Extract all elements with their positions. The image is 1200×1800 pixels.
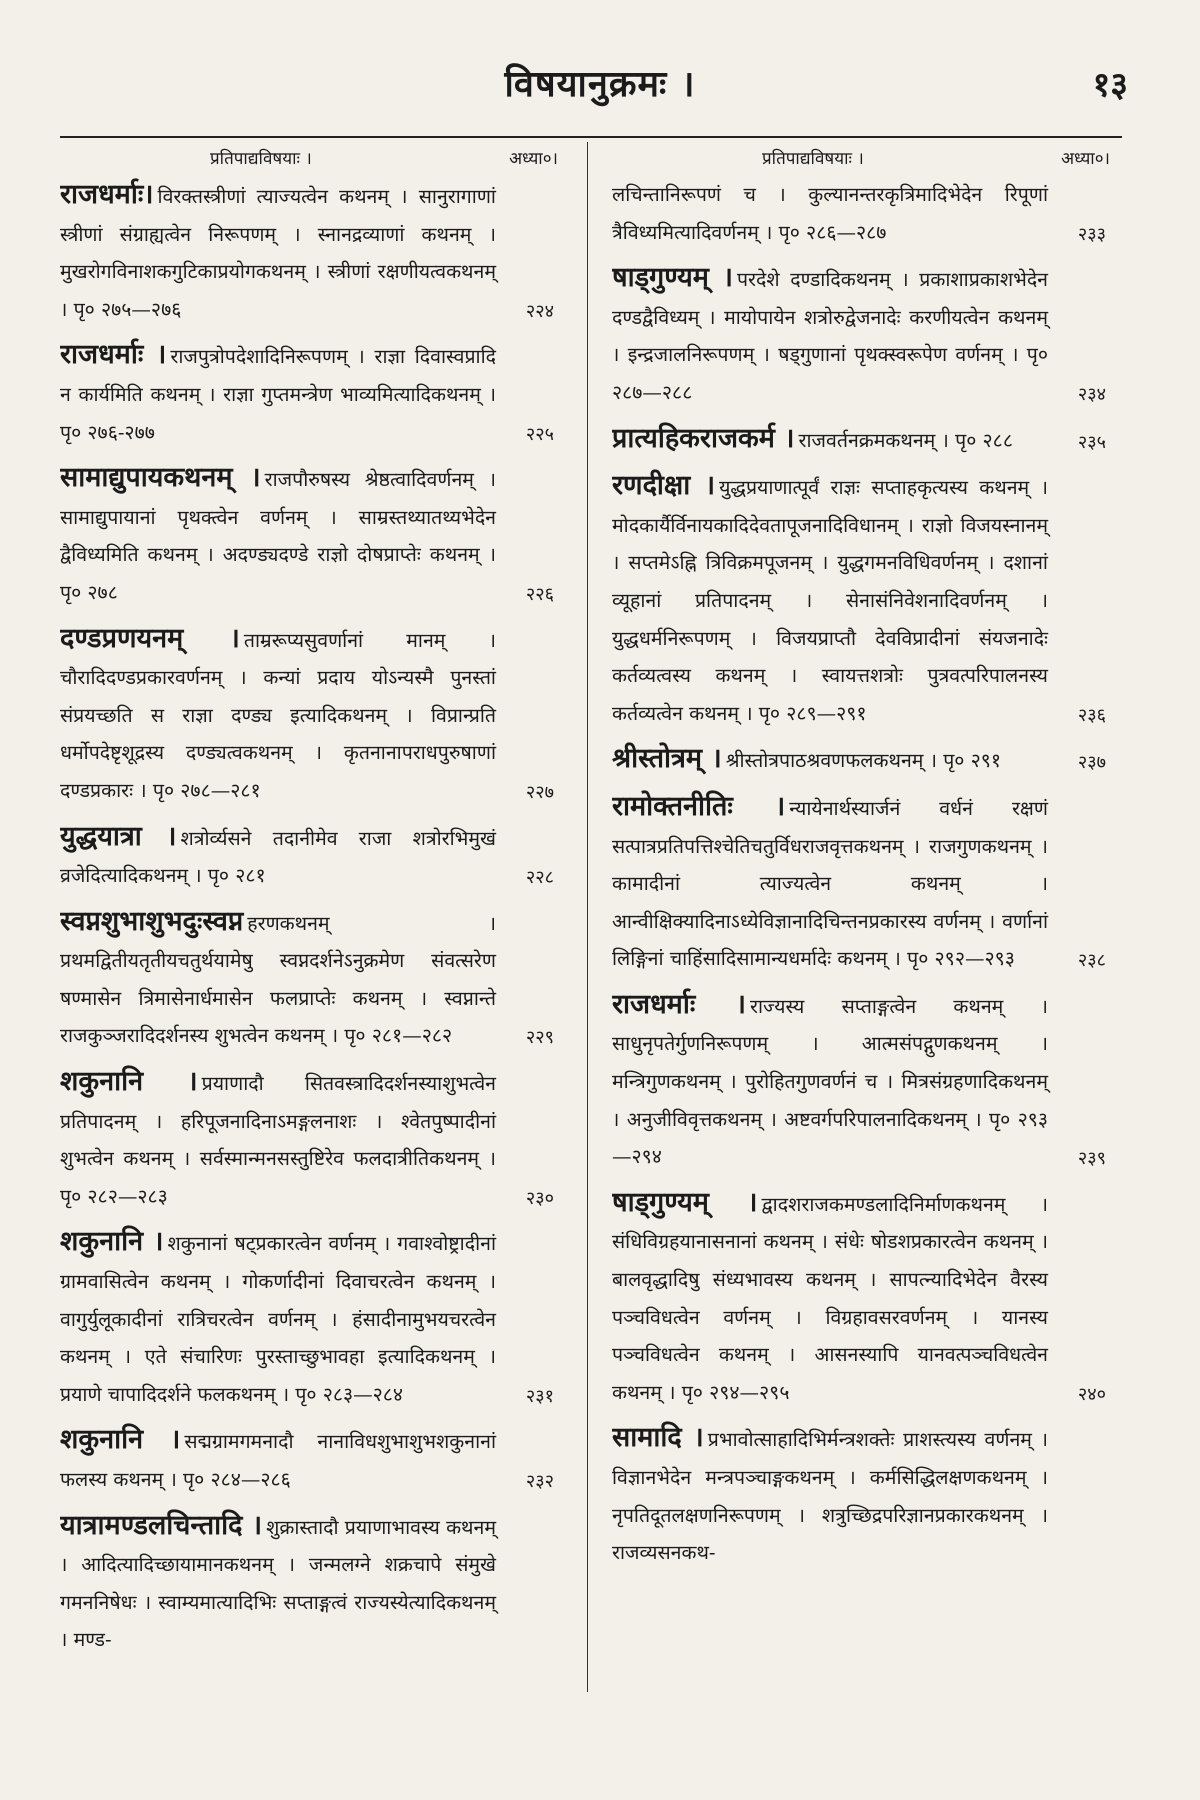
right-entries bbox=[612, 176, 1110, 1572]
chapter-number: २२५ bbox=[525, 423, 554, 445]
index-entry bbox=[612, 1419, 1110, 1571]
chapter-number: २३४ bbox=[1077, 383, 1106, 405]
entry-description: शकुनानां षट्प्रकारत्वेन वर्णनम् । गवाश्वोष्ट्रादीनां ग्रामवासित्वेन कथनम् । गोकर्णादीनां दिवाचरत्वेन कथनम् । वागुर्युलूकादीनां रात्रिचरत्वेन वर्णनम् । हंसादीनामुभयचरत्वेन कथनम् । एते संचारिणः पुरस्ताच्छुभावहा इत्यादिकथनम् । प्रयाणे चापादिदर्शने फलकथनम् । पृ० २८३—२८४ bbox=[60, 1232, 497, 1406]
index-entry bbox=[60, 620, 558, 810]
entry-description: युद्धप्रयाणात्पूर्वं राज्ञः सप्ताहकृत्यस्य कथनम् । मोदकार्यैर्विनायकादिदेवतापूजनादिविधानम् । राज्ञो विजयस्नानम् । सप्तमेऽह्नि त्रिविक्रमपूजनम् । युद्धगमनविधिवर्णनम् । दशानां व्यूहानां प्रतिपादनम् । सेनासंनिवेशनादिवर्णनम् । युद्धधर्मनिरूपणम् । विजयप्राप्तौ देवविप्रादीनां संयजनादेः कर्तव्यत्वस्य कथनम् । स्वायत्तशत्रोः पुत्रवत्परिपालनस्य कर्तव्यत्वेन कथनम् । पृ० २८९—२९१ bbox=[612, 476, 1048, 725]
index-entry bbox=[60, 459, 558, 611]
entry-topic: सामाद्युपायकथनम् । bbox=[60, 462, 261, 494]
entry-topic: राजधर्माः । bbox=[60, 339, 167, 371]
chapter-number: २२४ bbox=[525, 300, 554, 322]
entry-description: राज्यस्य सप्ताङ्गत्वेन कथनम् । साधुनृपतेर्गुणनिरूपणम् । आत्मसंपद्गुणकथनम् । मन्त्रिगुणकथनम् । पुरोहितगुणवर्णनं च । मित्रसंग्रहणादिकथनम् । अनुजीविवृत्तकथनम् । अष्टवर्गपरिपालनादिकथनम् । पृ० २९३—२९४ bbox=[612, 994, 1048, 1169]
entry-topic: युद्धयात्रा । bbox=[60, 820, 177, 852]
index-entry bbox=[612, 740, 1110, 780]
entry-description: प्रभावोत्साहादिभिर्मन्त्रशक्तेः प्राशस्त्यस्य वर्णनम् । विज्ञानभेदेन मन्त्रपञ्चाङ्गकथनम् । कर्मसिद्धिलक्षणकथनम् । नृपतिदूतलक्षणनिरूपणम् । शत्रुच्छिद्रपरिज्ञानप्रकारकथनम् । राजव्यसनकथ- bbox=[612, 1428, 1048, 1565]
index-entry bbox=[60, 1507, 558, 1659]
index-entry bbox=[612, 420, 1110, 460]
entry-description: शुक्रास्तादौ प्रयाणाभावस्य कथनम् । आदित्यादिच्छायामानकथनम् । जन्मलग्ने शक्रचापे संमुखे गमननिषेधः । स्वाम्यमात्यादिभिः सप्ताङ्गत्वं राज्यस्येत्यादिकथनम् । मण्ड- bbox=[60, 1515, 496, 1652]
chapter-number: २३१ bbox=[525, 1385, 554, 1407]
column-heading bbox=[612, 142, 1110, 172]
chapter-number: २२८ bbox=[525, 867, 554, 889]
chapter-number: २२९ bbox=[525, 1027, 554, 1049]
entry-description: राजवर्तनक्रमकथनम् । पृ० २८८ bbox=[798, 428, 1013, 452]
entry-topic: राजधर्माः । bbox=[612, 988, 746, 1020]
subject-heading: प्रतिपाद्यविषयाः । bbox=[210, 149, 312, 169]
entry-description: शत्रोर्व्यसने तदानीमेव राजा शत्रोरभिमुखं व्रजेदित्यादिकथनम् । पृ० २८१ bbox=[60, 826, 496, 888]
column-heading bbox=[60, 142, 558, 172]
entry-description: श्रीस्तोत्रपाठश्रवणफलकथनम् । पृ० २९१ bbox=[725, 749, 1002, 773]
entry-description: परदेशे दण्डादिकथनम् । प्रकाशाप्रकाशभेदेन दण्डद्वैविध्यम् । मायोपायेन शत्रोरुद्वेजनादेः करणीयत्वेन कथनम् । इन्द्रजालनिरूपणम् । षड्गुणानां पृथक्स्वरूपेण वर्णनम् । पृ० २८७—२८८ bbox=[612, 268, 1048, 404]
chapter-number: २३३ bbox=[1077, 223, 1106, 245]
index-entry bbox=[60, 1421, 558, 1498]
entry-description: सद्मग्रामगमनादौ नानाविधशुभाशुभशकुनानां फलस्य कथनम् । पृ० २८४—२८६ bbox=[60, 1430, 496, 1491]
chapter-number: २२६ bbox=[525, 583, 554, 605]
chapter-number: २३५ bbox=[1077, 431, 1106, 453]
index-entry bbox=[612, 467, 1110, 732]
entry-topic: यात्रामण्डलचिन्तादि । bbox=[60, 1509, 263, 1541]
entry-topic: रामोक्तनीतिः । bbox=[612, 790, 786, 822]
chapter-number: २३० bbox=[525, 1187, 554, 1209]
index-entry bbox=[60, 903, 558, 1055]
index-entry bbox=[60, 1063, 558, 1215]
index-entry bbox=[612, 986, 1110, 1176]
index-entry bbox=[612, 259, 1110, 411]
chapter-number: २४० bbox=[1077, 1383, 1106, 1405]
chapter-number: २३२ bbox=[525, 1471, 554, 1492]
entry-description: हरणकथनम् । प्रथमद्वितीयतृतीयचतुर्थयामेषु स्वप्नदर्शनेऽनुक्रमेण संवत्सरेण षण्मासेन त्रिमासेनार्धमासेन फलप्राप्तेः कथनम् । स्वप्नान्ते राजकुञ्जरादिदर्शनस्य शुभत्वेन कथनम् । पृ० २८१—२८२ bbox=[60, 911, 496, 1048]
chapter-number: २३६ bbox=[1077, 704, 1106, 726]
column-divider bbox=[587, 142, 588, 1692]
entry-topic: षाड्गुण्यम् । bbox=[612, 1186, 758, 1218]
index-entry bbox=[60, 818, 558, 895]
chapter-heading: अध्या०। bbox=[1061, 149, 1110, 169]
entry-description: राजपुत्रोपदेशादिनिरूपणम् । राज्ञा दिवास्वप्रादि न कार्यमिति कथनम् । राज्ञा गुप्तमन्त्रेण भाव्यमित्यादिकथनम् । पृ० २७६-२७७ bbox=[60, 345, 496, 444]
subject-heading: प्रतिपाद्यविषयाः । bbox=[762, 149, 864, 169]
left-entries bbox=[60, 176, 558, 1659]
entry-topic: शकुनानि । bbox=[60, 1066, 198, 1098]
index-entry bbox=[60, 176, 558, 328]
entry-topic: दण्डप्रणयनम् । bbox=[60, 622, 240, 654]
header-rule bbox=[60, 136, 1122, 138]
entry-topic: षाड्गुण्यम् । bbox=[612, 262, 733, 294]
entry-description: न्यायेनार्थस्यार्जनं वर्धनं रक्षणं सत्पात्रप्रतिपत्तिश्चेतिचतुर्विधराजवृत्तकथनम् । राजगुणकथनम् । कामादीनां त्याज्यत्वेन कथनम् । आन्वीक्षिक्यादिनाऽध्येविज्ञानादिचिन्तनप्रकारस्य वर्णनम् । वर्णानां लिङ्गिनां चाहिंसादिसामान्यधर्मादेः कथनम् । पृ० २९२—२९३ bbox=[612, 796, 1048, 971]
chapter-number: २३८ bbox=[1077, 950, 1106, 972]
entry-description: विरक्तस्त्रीणां त्याज्यत्वेन कथनम् । सानुरागाणां स्त्रीणां संग्राह्यत्वेन निरूपणम् । स्नानद्रव्याणां कथनम् । मुखरोगविनाशकगुटिकाप्रयोगकथनम् । स्त्रीणां रक्षणीयत्वकथनम् । पृ० २७५—२७६ bbox=[60, 185, 496, 321]
page-title: विषयानुक्रमः । bbox=[504, 63, 696, 105]
index-entry bbox=[612, 1184, 1110, 1412]
chapter-heading: अध्या०। bbox=[509, 149, 558, 169]
index-entry bbox=[60, 336, 558, 451]
entry-description: द्वादशराजकमण्डलादिनिर्माणकथनम् । संधिविग्रहयानासनानां कथनम् । संधेः षोडशप्रकारत्वेन कथनम् । बालवृद्धादिषु संध्यभावस्य कथनम् । सापत्न्यादिभेदेन वैरस्य पञ्चविधत्वेन वर्णनम् । विग्रहावसरवर्णनम् । यानस्य पञ्चविधत्वेन कथनम् । आसनस्यापि यानवत्पञ्चविधत्वेन कथनम् । पृ० २९४—२९५ bbox=[612, 1192, 1048, 1404]
page-number: १३ bbox=[1092, 65, 1128, 105]
chapter-number: २२७ bbox=[525, 781, 554, 803]
left-column bbox=[60, 142, 558, 1782]
chapter-number: २३७ bbox=[1077, 752, 1106, 774]
entry-topic: शकुनानि । bbox=[60, 1424, 181, 1456]
entry-description: प्रयाणादौ सितवस्त्रादिदर्शनस्याशुभत्वेन प्रतिपादनम् । हरिपूजनादिनाऽमङ्गलनाशः । श्वेतपुष्पादीनां शुभत्वेन कथनम् । सर्वस्मान्मनसस्तुष्टिरेव फलदात्रीतिकथनम् । पृ० २८२—२८३ bbox=[60, 1072, 497, 1208]
entry-topic: श्रीस्तोत्रम् । bbox=[612, 743, 722, 775]
entry-description: ताम्ररूप्यसुवर्णानां मानम् । चौरादिदण्डप्रकारवर्णनम् । कन्यां प्रदाय योऽन्यस्मै पुनस्तां संप्रयच्छति स राज्ञा दण्ड्य इत्यादिकथनम् । विप्रान्प्रति धर्मोपदेष्टृशूद्रस्य दण्ड्यत्वकथनम् । कृतनानापराधपुरुषाणां दण्डप्रकारः । पृ० २७८—२८१ bbox=[60, 628, 497, 802]
index-entry bbox=[60, 1223, 558, 1413]
entry-description: राजपौरुषस्य श्रेष्ठत्वादिवर्णनम् । सामाद्युपायानां पृथक्त्वेन वर्णनम् । साम्रस्तथ्यातथ्यभेदेन द्वैविध्यमिति कथनम् । अदण्ड्यदण्डे राज्ञो दोषप्राप्तेः कथनम् । पृ० २७८ bbox=[60, 468, 497, 604]
chapter-number: २३९ bbox=[1077, 1148, 1106, 1170]
entry-topic: सामादि । bbox=[612, 1422, 704, 1454]
right-column bbox=[612, 142, 1110, 1782]
entry-topic: रणदीक्षा । bbox=[612, 470, 716, 502]
entry-topic: स्वप्नशुभाशुभदुःस्वप्न bbox=[60, 905, 244, 937]
index-entry bbox=[612, 176, 1110, 251]
index-entry bbox=[612, 788, 1110, 978]
entry-topic: प्रात्यहिकराजकर्म । bbox=[612, 422, 795, 454]
entry-description: लचिन्तानिरूपणं च । कुल्यानन्तरकृत्रिमादिभेदेन रिपूणां त्रैविध्यमित्यादिवर्णनम् । पृ० २८६—२८७ bbox=[612, 183, 1048, 244]
entry-topic: शकुनानि । bbox=[60, 1226, 164, 1258]
entry-topic: राजधर्माः। bbox=[60, 179, 154, 210]
